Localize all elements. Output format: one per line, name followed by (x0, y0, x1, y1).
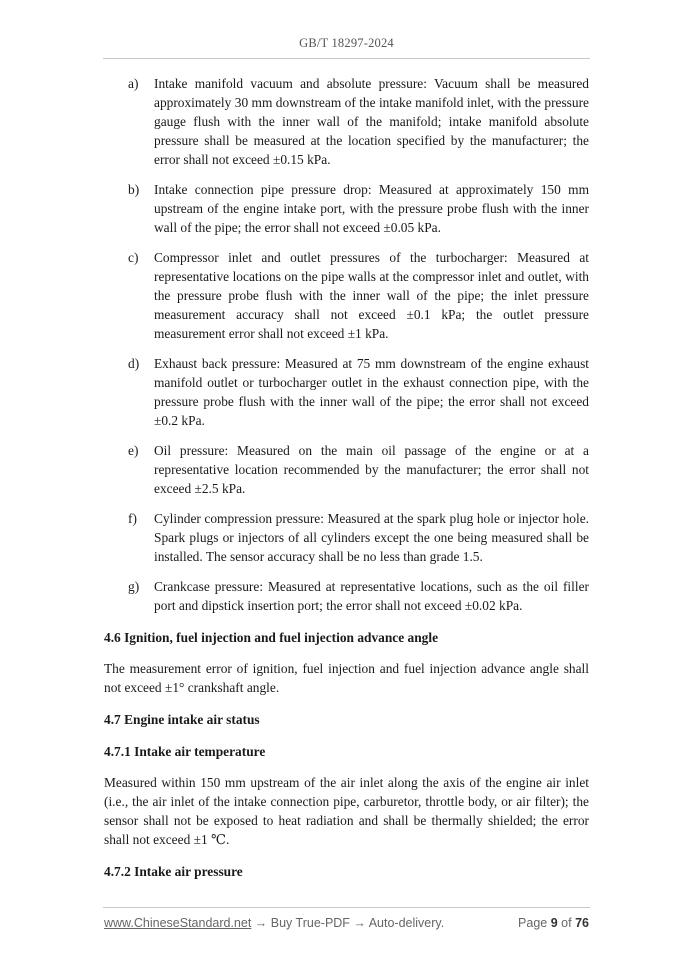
header-divider (103, 58, 590, 59)
list-label: g) (128, 579, 140, 594)
list-label: a) (128, 76, 139, 91)
document-header: GB/T 18297-2024 (299, 36, 394, 50)
page-footer (104, 916, 589, 930)
page-word: Page (518, 916, 548, 930)
list-item-f (104, 509, 589, 566)
list-label: b) (128, 182, 140, 197)
section-text-4-6: The measurement error of ignition, fuel injection and fuel injection advance angle shall not exceed ±1° crankshaft angle. (104, 661, 589, 695)
list-label: f) (128, 511, 137, 526)
list-label: c) (128, 250, 139, 265)
list-item-d (104, 354, 589, 430)
promo-text: → Buy True-PDF → Auto-delivery. (251, 916, 445, 930)
list-text: Intake connection pipe pressure drop: Measured at approximately 150 mm upstream of the engine intake port, with the pressure probe flush with the inner wall of the pipe; the error shall not exceed ±0.05 kPa. (154, 182, 589, 235)
list-text: Crankcase pressure: Measured at representative locations, such as the oil filler port and dipstick insertion port; the error shall not exceed ±0.02 kPa. (154, 579, 589, 613)
section-heading-4-7: 4.7 Engine intake air status (104, 712, 260, 727)
list-text: Compressor inlet and outlet pressures of the turbocharger: Measured at representative locations on the pipe walls at the compressor inlet and outlet, with the pressure probe flush with the inner wall of the pipe; the inlet pressure measurement accuracy shall not exceed ±0.1 kPa; the outlet pressure measurement error shall not exceed ±1 kPa. (154, 250, 589, 341)
list-label: e) (128, 443, 139, 458)
list-item-e (104, 441, 589, 498)
list-text: Cylinder compression pressure: Measured at the spark plug hole or injector hole. Spark plugs or injectors of all cylinders except the one being measured shall be installed. The sensor accuracy shall be no less than grade 1.5. (154, 511, 589, 564)
list-item-g (104, 577, 589, 615)
page-indicator (518, 916, 589, 930)
list-label: d) (128, 356, 140, 371)
section-heading-4-7-2: 4.7.2 Intake air pressure (104, 864, 243, 879)
section-heading-4-7-1: 4.7.1 Intake air temperature (104, 744, 266, 759)
site-link[interactable]: www.ChineseStandard.net (104, 916, 252, 930)
list-item-c (104, 248, 589, 343)
list-text: Intake manifold vacuum and absolute pressure: Vacuum shall be measured approximately 30 mm downstream of the intake manifold inlet, with the pressure gauge flush with the inner wall of the manifold; intake manifold absolute pressure shall be measured at the location specified by the manufacturer; the error shall not exceed ±0.15 kPa. (154, 76, 589, 167)
list-item-a (104, 74, 589, 169)
list-item-b (104, 180, 589, 237)
footer-divider (103, 907, 590, 908)
section-text-4-7-1: Measured within 150 mm upstream of the air inlet along the axis of the engine air inlet (i.e., the air inlet of the intake connection pipe, carburetor, throttle body, or air filter); the sensor shall not be exposed to heat radiation and shall be thermally shielded; the error shall not exceed ±1 ℃. (104, 775, 589, 847)
page-number: 9 (550, 916, 558, 930)
of-word: of (561, 916, 572, 930)
section-heading-4-6: 4.6 Ignition, fuel injection and fuel injection advance angle (104, 630, 439, 645)
list-text: Oil pressure: Measured on the main oil passage of the engine or at a representative location recommended by the manufacturer; the error shall not exceed ±2.5 kPa. (154, 443, 589, 496)
list-text: Exhaust back pressure: Measured at 75 mm downstream of the engine exhaust manifold outlet or turbocharger outlet in the exhaust connection pipe, with the pressure probe flush with the inner wall of the pipe; the error shall not exceed ±0.2 kPa. (154, 356, 589, 428)
page-total: 76 (575, 916, 589, 930)
page-content (104, 74, 589, 893)
